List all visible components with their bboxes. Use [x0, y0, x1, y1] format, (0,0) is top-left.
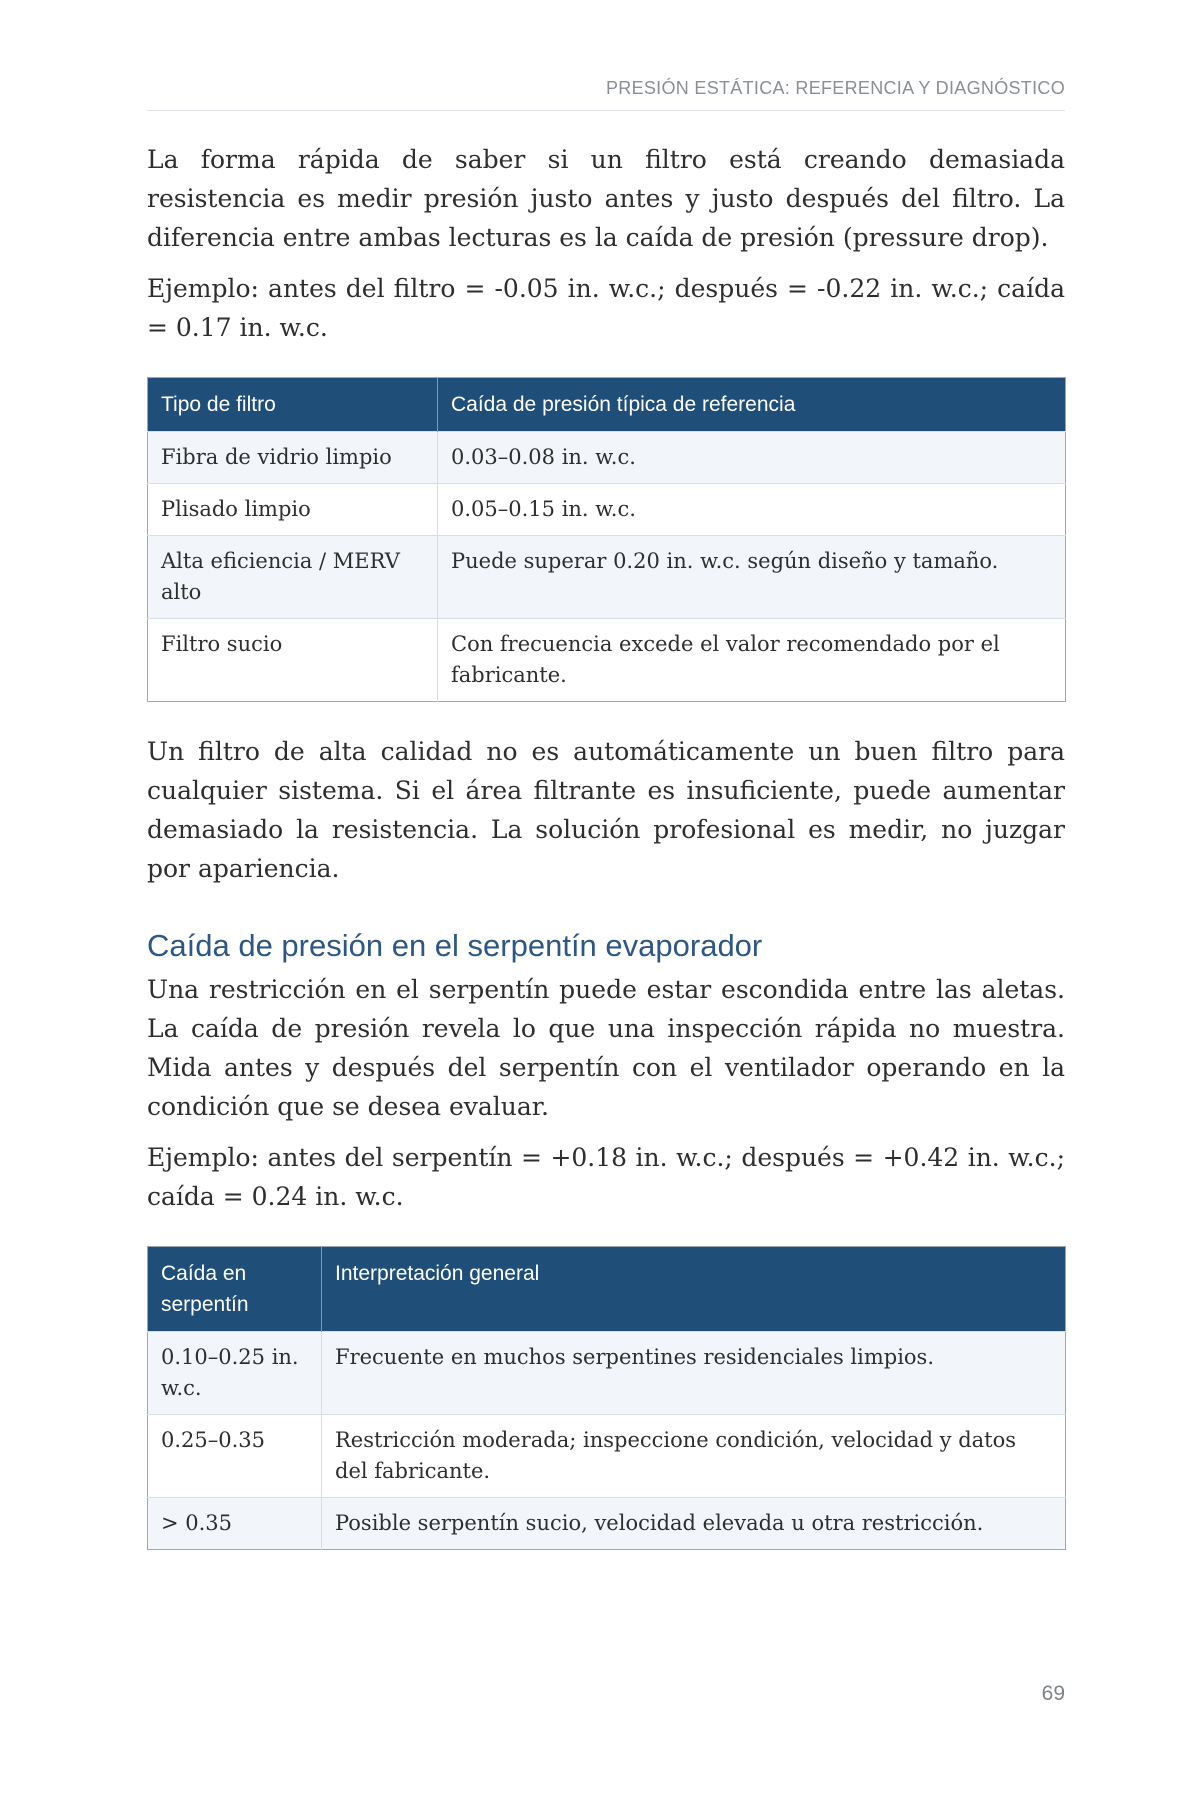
- table-cell: 0.25–0.35: [148, 1415, 322, 1498]
- table-header-row: [148, 1247, 1066, 1332]
- table-cell: Restricción moderada; inspeccione condición, velocidad y datos del fabricante.: [322, 1415, 1066, 1498]
- header-divider: [147, 110, 1065, 111]
- table-cell: Plisado limpio: [148, 484, 438, 536]
- table-cell: 0.03–0.08 in. w.c.: [438, 432, 1066, 484]
- table-cell: Puede superar 0.20 in. w.c. según diseño y tamaño.: [438, 536, 1066, 619]
- table-row: [148, 536, 1066, 619]
- column-header-filter-type: Tipo de filtro: [148, 378, 438, 432]
- table-row: [148, 484, 1066, 536]
- table-row: [148, 1498, 1066, 1550]
- paragraph-coil-intro: Una restricción en el serpentín puede estar escondida entre las aletas. La caída de presión revela lo que una inspección rápida no muestra. Mida antes y después del serpentín con el ventilador operando en la condición que se desea evaluar.: [147, 975, 1065, 1121]
- paragraph-filter-intro: La forma rápida de saber si un filtro está creando demasiada resistencia es medir presión justo antes y justo después del filtro. La diferencia entre ambas lecturas es la caída de presión (pressure drop).: [147, 145, 1065, 252]
- table-cell: 0.05–0.15 in. w.c.: [438, 484, 1066, 536]
- page-content: [147, 140, 1065, 1580]
- section-heading-coil: Caída de presión en el serpentín evaporador: [147, 928, 763, 963]
- running-header: PRESIÓN ESTÁTICA: REFERENCIA Y DIAGNÓSTICO: [605, 78, 1065, 98]
- table-header-row: [148, 378, 1066, 432]
- column-header-interpretation: Interpretación general: [322, 1247, 1066, 1332]
- table-row: [148, 432, 1066, 484]
- table-cell: Filtro sucio: [148, 619, 438, 702]
- table-cell: Frecuente en muchos serpentines residenciales limpios.: [322, 1332, 1066, 1415]
- table-row: [148, 619, 1066, 702]
- paragraph-filter-example: Ejemplo: antes del filtro = -0.05 in. w.c.; después = -0.22 in. w.c.; caída = 0.17 in. w.c.: [147, 274, 1065, 342]
- table-row: [148, 1332, 1066, 1415]
- page-number: 69: [1041, 1682, 1065, 1705]
- column-header-reference-drop: Caída de presión típica de referencia: [438, 378, 1066, 432]
- paragraph-filter-quality: Un filtro de alta calidad no es automáticamente un buen filtro para cualquier sistema. Si el área filtrante es insuficiente, puede aumentar demasiado la resistencia. La solución profesional es medir, no juzgar por apariencia.: [147, 737, 1065, 883]
- table-cell: Alta eficiencia / MERV alto: [148, 536, 438, 619]
- column-header-coil-drop: Caída en serpentín: [148, 1247, 322, 1332]
- coil-pressure-table: [147, 1246, 1066, 1550]
- filter-pressure-table: [147, 377, 1066, 702]
- paragraph-coil-example: Ejemplo: antes del serpentín = +0.18 in. w.c.; después = +0.42 in. w.c.; caída = 0.24 in. w.c.: [147, 1143, 1065, 1211]
- table-cell: 0.10–0.25 in. w.c.: [148, 1332, 322, 1415]
- table-cell: Posible serpentín sucio, velocidad elevada u otra restricción.: [322, 1498, 1066, 1550]
- table-cell: > 0.35: [148, 1498, 322, 1550]
- table-cell: Con frecuencia excede el valor recomendado por el fabricante.: [438, 619, 1066, 702]
- table-cell: Fibra de vidrio limpio: [148, 432, 438, 484]
- table-row: [148, 1415, 1066, 1498]
